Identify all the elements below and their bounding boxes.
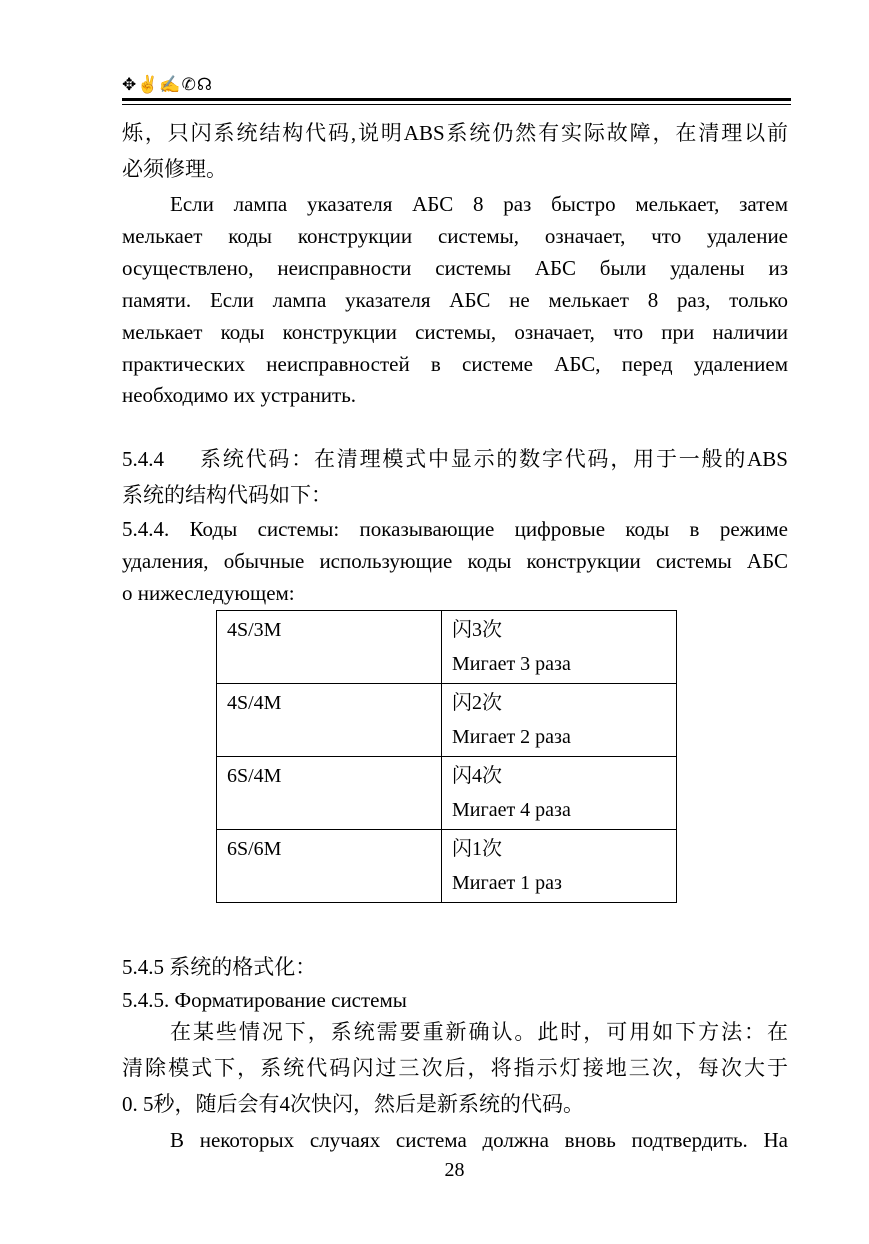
para2-line-2: мелькает коды конструкции системы, означает, что удаление <box>122 224 788 248</box>
blink-cell <box>442 684 677 757</box>
para1-line-2: 必须修理。 <box>122 157 227 181</box>
config-cell: 4S/3M <box>217 611 442 684</box>
section-545-title-cn: 5.4.5 系统的格式化： <box>122 955 317 979</box>
blink-cn: 闪3次 <box>452 619 502 641</box>
para2-line-3: осуществлено, неисправности системы АБС были удалены из <box>122 256 788 280</box>
section-545-cn-line-3: 0. 5秒，随后会有4次快闪，然后是新系统的代码。 <box>122 1092 584 1116</box>
section-545-cn-line-2: 清除模式下，系统代码闪过三次后，将指示灯接地三次，每次大于 <box>122 1056 788 1080</box>
header-rule-thick <box>122 98 791 101</box>
blink-cell <box>442 830 677 903</box>
section-544-title-cn-cont: 系统的结构代码如下： <box>122 483 332 507</box>
blink-cn: 闪2次 <box>452 692 502 714</box>
section-544-number: 5.4.4 <box>122 447 164 471</box>
blink-cell <box>442 757 677 830</box>
table-row <box>217 611 677 684</box>
table-row <box>217 757 677 830</box>
para1-line-1: 烁，只闪系统结构代码,说明ABS系统仍然有实际故障，在清理以前 <box>122 121 788 145</box>
section-545-cn-line-1: 在某些情况下，系统需要重新确认。此时，可用如下方法：在 <box>170 1020 788 1044</box>
system-codes-table <box>216 610 677 903</box>
blink-ru: Мигает 1 раз <box>452 872 562 894</box>
blink-ru: Мигает 4 раза <box>452 799 571 821</box>
config-cell: 6S/6M <box>217 830 442 903</box>
blink-ru: Мигает 2 раза <box>452 726 571 748</box>
header-logo-glyphs: ✥✌✍✆☊ <box>122 75 213 94</box>
para2-line-4: памяти. Если лампа указателя АБС не мелькает 8 раз, только <box>122 288 788 312</box>
para2-line-1: Если лампа указателя АБС 8 раз быстро мелькает, затем <box>170 192 788 216</box>
section-544-title-ru-2: удаления, обычные использующие коды конструкции системы АБС <box>122 549 788 573</box>
section-545-title-ru: 5.4.5. Форматирование системы <box>122 988 407 1012</box>
para2-line-6: практических неисправностей в системе АБС, перед удалением <box>122 352 788 376</box>
section-545-ru-line-1: В некоторых случаях система должна вновь подтвердить. На <box>170 1128 788 1152</box>
blink-cell <box>442 611 677 684</box>
section-544-title-cn: 系统代码：在清理模式中显示的数字代码，用于一般的ABS <box>200 447 788 471</box>
section-544-title-ru-3: о нижеследующем: <box>122 581 295 605</box>
page-number: 28 <box>444 1159 465 1181</box>
config-cell: 4S/4M <box>217 684 442 757</box>
para2-line-7: необходимо их устранить. <box>122 383 357 407</box>
config-cell: 6S/4M <box>217 757 442 830</box>
blink-ru: Мигает 3 раза <box>452 653 571 675</box>
blink-cn: 闪1次 <box>452 838 502 860</box>
table-row <box>217 684 677 757</box>
para2-line-5: мелькает коды конструкции системы, означает, что при наличии <box>122 320 788 344</box>
table-row <box>217 830 677 903</box>
section-544-title-ru-1: 5.4.4. Коды системы: показывающие цифровые коды в режиме <box>122 517 788 541</box>
header-rule-thin <box>122 104 791 105</box>
blink-cn: 闪4次 <box>452 765 502 787</box>
